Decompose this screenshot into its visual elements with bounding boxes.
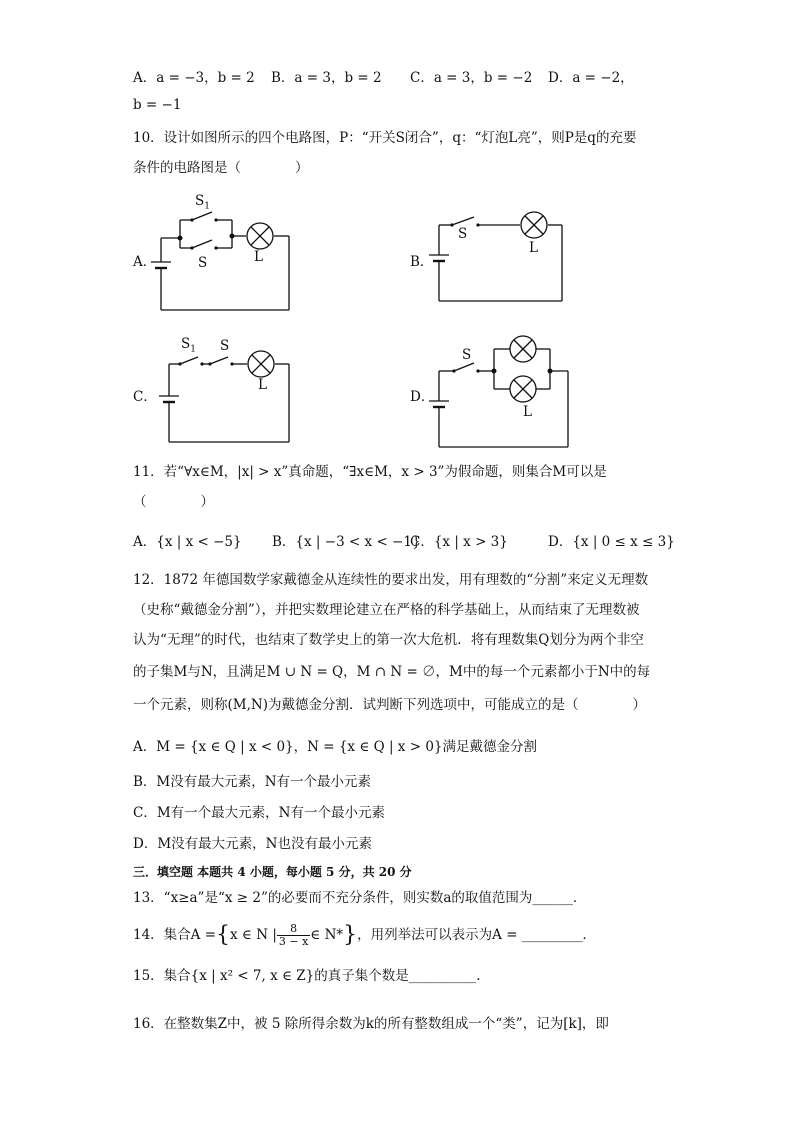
q12-line-1: 12．1872 年德国数学家戴德金从连续性的要求出发，用有理数的“分割”来定义无理数 xyxy=(133,572,649,588)
q12-line-2: （史称“戴德金分割”），并把实数理论建立在严格的科学基础上，从而结束了无理数被 xyxy=(133,602,640,618)
circuit-c xyxy=(160,350,295,445)
circuit-c-switch-s-label: S xyxy=(220,338,230,354)
q11-option-d[interactable]: D．{x | 0 ≤ x ≤ 3} xyxy=(548,534,675,550)
q13-text: 13．“x≥a”是“x ≥ 2”的必要而不充分条件，则实数a的取值范围为______． xyxy=(133,890,587,906)
q14-prefix: 14．集合A = xyxy=(133,927,217,943)
q12-line-3: 认为“无理”的时代，也结束了数学史上的第一次大危机．将有理数集Q划分为两个非空 xyxy=(133,632,644,648)
circuit-a-label[interactable]: A． xyxy=(133,254,157,270)
q12-option-c[interactable]: C．M有一个最大元素，N有一个最小元素 xyxy=(133,805,385,821)
q11-option-b[interactable]: B．{x | −3 < x < −1} xyxy=(272,534,421,550)
q9-option-d[interactable]: D．a = −2， xyxy=(548,70,634,86)
circuit-a-lamp-label: L xyxy=(254,249,263,265)
q12-option-d[interactable]: D．M没有最大元素，N也没有最小元素 xyxy=(133,836,372,852)
q14-right-brace: } xyxy=(343,922,358,948)
q9-option-b[interactable]: B．a = 3，b = 2 xyxy=(271,70,382,86)
section-3-heading: 三．填空题 本题共 4 小题，每小题 5 分，共 20 分 xyxy=(133,865,412,879)
q14-text xyxy=(133,920,596,951)
circuit-d-label[interactable]: D． xyxy=(410,389,435,405)
q14-left-brace: { xyxy=(216,922,231,948)
circuit-b-lamp-label: L xyxy=(529,240,538,256)
q14-suffix: ，用列举法可以表示为A = _________． xyxy=(357,927,597,943)
q9-option-d-continued: b = −1 xyxy=(133,97,182,113)
q12-option-b[interactable]: B．M没有最大元素，N有一个最小元素 xyxy=(133,774,372,790)
circuit-b-label[interactable]: B． xyxy=(410,254,434,270)
circuit-a-switch-s1-label: $S_1$ xyxy=(195,193,210,212)
circuit-c-switch-s1-label: $S_1$ xyxy=(181,336,196,355)
circuit-a-switch-s-label: S xyxy=(198,255,208,271)
q16-text: 16．在整数集Z中，被 5 除所得余数为k的所有整数组成一个“类”，记为[k]，即 xyxy=(133,1016,609,1032)
circuit-c-label[interactable]: C． xyxy=(133,389,157,405)
circuit-d-switch-s-label: S xyxy=(462,347,472,363)
q14-fraction xyxy=(277,923,310,948)
q10-line-1: 10．设计如图所示的四个电路图，P：“开关S闭合”，q：“灯泡L亮”，则P是q的充要 xyxy=(133,130,637,146)
q12-option-a[interactable]: A．M = {x ∈ Q | x < 0}，N = {x ∈ Q | x > 0}满足戴德金分割 xyxy=(133,739,537,755)
q15-text: 15．集合{x | x² < 7, x ∈ Z}的真子集个数是__________. xyxy=(133,968,481,984)
q11-option-c[interactable]: C．{x | x > 3} xyxy=(410,534,508,550)
q12-line-5: 一个元素，则称(M,N)为戴德金分割．试判断下列选项中，可能成立的是（ ） xyxy=(133,697,646,713)
circuit-b xyxy=(430,205,570,305)
q11-line-1: 11．若“∀x∈M，|x| > x”真命题，“∃x∈M，x > 3”为假命题，则集合M可以是 xyxy=(133,464,607,480)
q14-set-right: ∈ N* xyxy=(310,927,344,943)
q9-option-c[interactable]: C．a = 3，b = −2 xyxy=(410,70,533,86)
circuit-d-lamp-label: L xyxy=(523,404,532,420)
circuit-b-switch-s-label: S xyxy=(458,226,468,242)
q14-fraction-denominator: 3 − x xyxy=(278,935,309,948)
q11-line-2: （ ） xyxy=(133,494,214,510)
q11-option-a[interactable]: A．{x | x < −5} xyxy=(133,534,242,550)
q14-fraction-numerator: 8 xyxy=(277,923,310,936)
q12-line-4: 的子集M与N，且满足M ∪ N = Q，M ∩ N = ∅，M中的每一个元素都小于N中的每 xyxy=(133,664,651,680)
q14-set-left: x ∈ N | xyxy=(230,927,277,943)
q9-option-a[interactable]: A．a = −3，b = 2 xyxy=(133,70,255,86)
circuit-c-lamp-label: L xyxy=(258,377,267,393)
circuit-a xyxy=(150,190,300,315)
q10-line-2: 条件的电路图是（ ） xyxy=(133,160,309,176)
circuit-d xyxy=(430,335,575,450)
